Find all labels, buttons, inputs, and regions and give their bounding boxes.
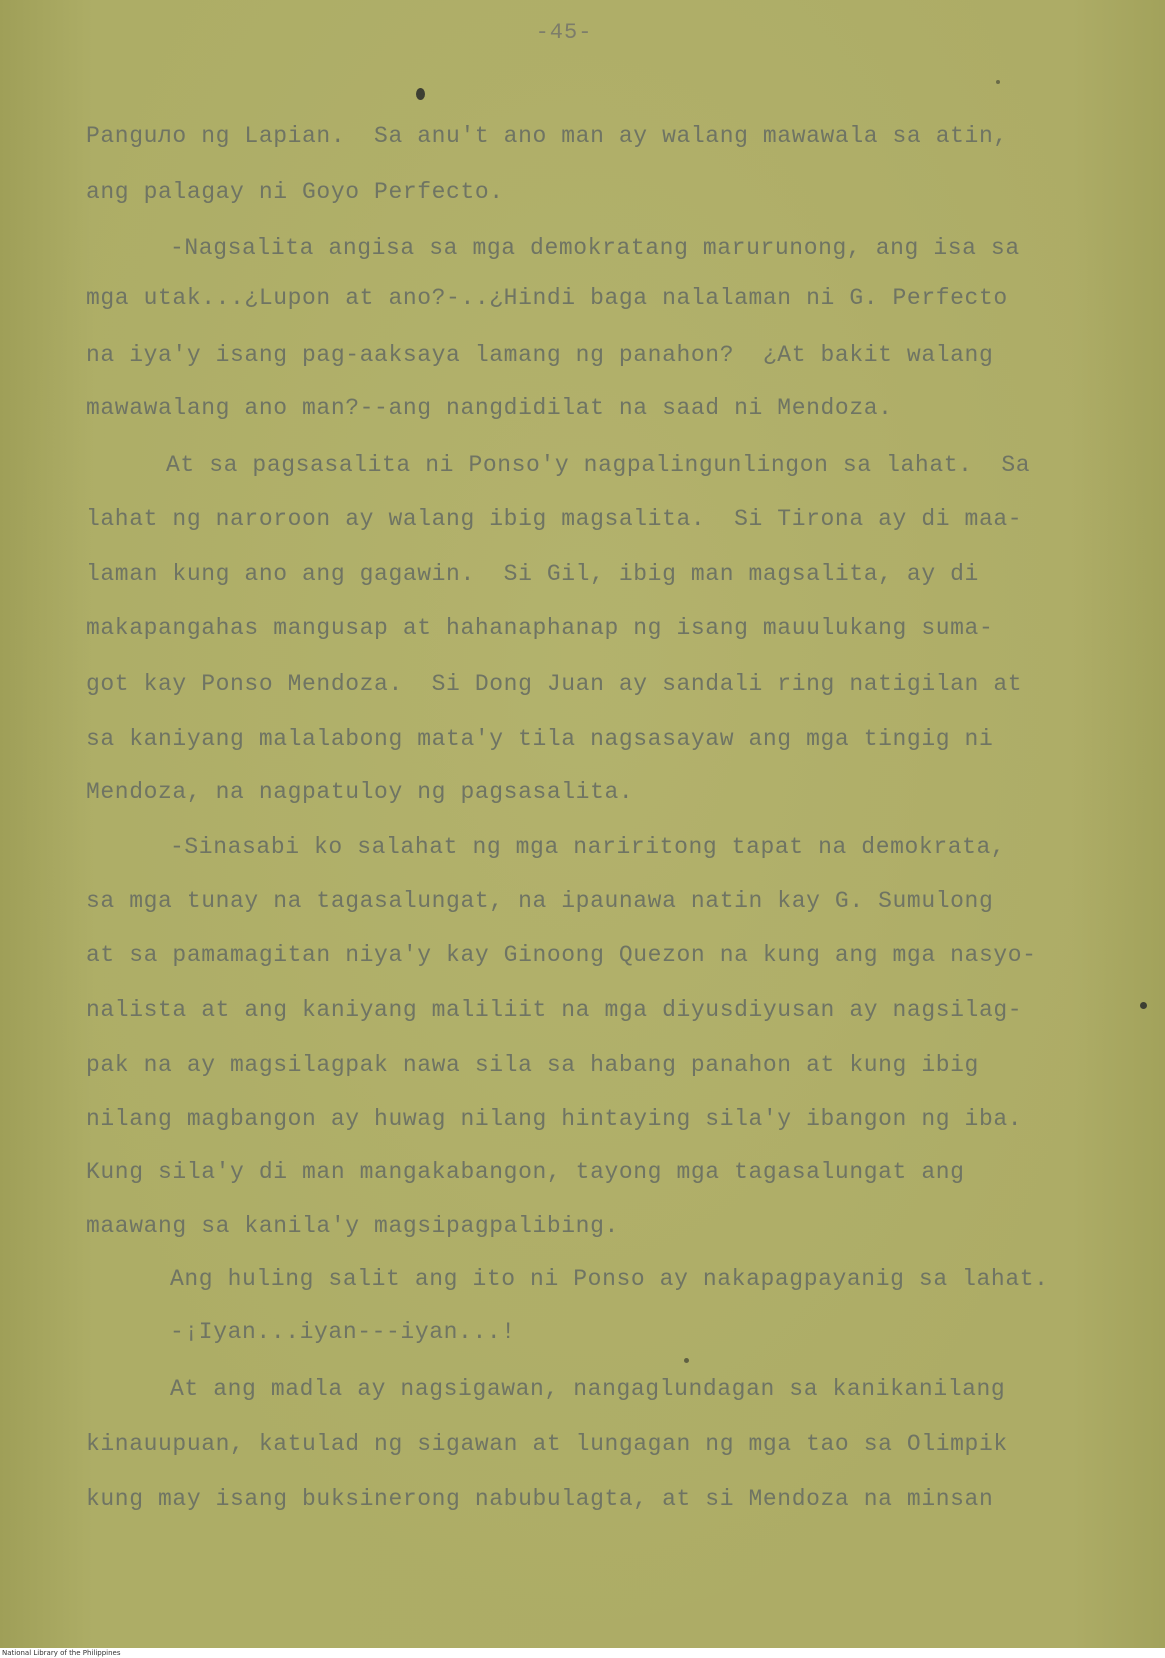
text-line: at sa pamamagitan niya'y kay Ginoong Quezon na kung ang mga nasyo- (86, 942, 1037, 968)
text-line: At ang madla ay nagsigawan, nangaglundagan sa kanikanilang (170, 1376, 1006, 1402)
text-line: lahat ng naroroon ay walang ibig magsalita. Si Tirona ay di maa- (86, 506, 1023, 532)
text-line: Panguло ng Lapian. Sa anu't ano man ay walang mawawala sa atin, (86, 123, 1008, 149)
text-line: kung may isang buksinerong nabubulagta, at si Mendoza na minsan (86, 1486, 994, 1512)
text-line: makapangahas mangusap at hahanaphanap ng isang mauulukang suma- (86, 615, 994, 641)
text-line: na iya'y isang pag-aaksaya lamang ng panahon? ¿At bakit walang (86, 342, 994, 368)
text-line: nalista at ang kaniyang maliliit na mga diyusdiyusan ay nagsilag- (86, 997, 1023, 1023)
footer-credit: National Library of the Philippines (2, 1649, 121, 1657)
text-line: got kay Ponso Mendoza. Si Dong Juan ay sandali ring natigilan at (86, 671, 1023, 697)
text-line: maawang sa kanila'y magsipagpalibing. (86, 1213, 619, 1239)
text-line: -Sinasabi ko salahat ng mga nariritong tapat na demokrata, (170, 834, 1006, 860)
ink-speck (684, 1358, 689, 1363)
text-line: laman kung ano ang gagawin. Si Gil, ibig man magsalita, ay di (86, 561, 979, 587)
text-line: Mendoza, na nagpatuloy ng pagsasalita. (86, 779, 634, 805)
text-line: mga utak...¿Lupon at ano?-..¿Hindi baga nalalaman ni G. Perfecto (86, 285, 1008, 311)
text-line: Ang huling salit ang ito ni Ponso ay nakapagpayanig sa lahat. (170, 1266, 1049, 1292)
text-line: nilang magbangon ay huwag nilang hintaying sila'y ibangon ng iba. (86, 1106, 1023, 1132)
ink-speck (996, 80, 1000, 84)
text-line: At sa pagsasalita ni Ponso'y nagpalingunlingon sa lahat. Sa (166, 452, 1031, 478)
text-line: sa mga tunay na tagasalungat, na ipaunawa natin kay G. Sumulong (86, 888, 994, 914)
text-line: -Nagsalita angisa sa mga demokratang marurunong, ang isa sa (170, 235, 1020, 261)
page-number: -45- (535, 20, 593, 45)
text-line: ang palagay ni Goyo Perfecto. (86, 179, 504, 205)
footer-strip (0, 1648, 1165, 1658)
ink-speck (416, 88, 425, 100)
ink-speck (1140, 1002, 1147, 1009)
text-line: pak na ay magsilagpak nawa sila sa habang panahon at kung ibig (86, 1052, 979, 1078)
text-line: kinauupuan, katulad ng sigawan at lungagan ng mga tao sa Olimpik (86, 1431, 1008, 1457)
text-line: sa kaniyang malalabong mata'y tila nagsasayaw ang mga tingig ni (86, 726, 994, 752)
text-line: Kung sila'y di man mangakabangon, tayong mga tagasalungat ang (86, 1159, 965, 1185)
text-line: mawawalang ano man?--ang nangdidilat na saad ni Mendoza. (86, 395, 893, 421)
text-line: -¡Iyan...iyan---iyan...! (170, 1319, 516, 1345)
